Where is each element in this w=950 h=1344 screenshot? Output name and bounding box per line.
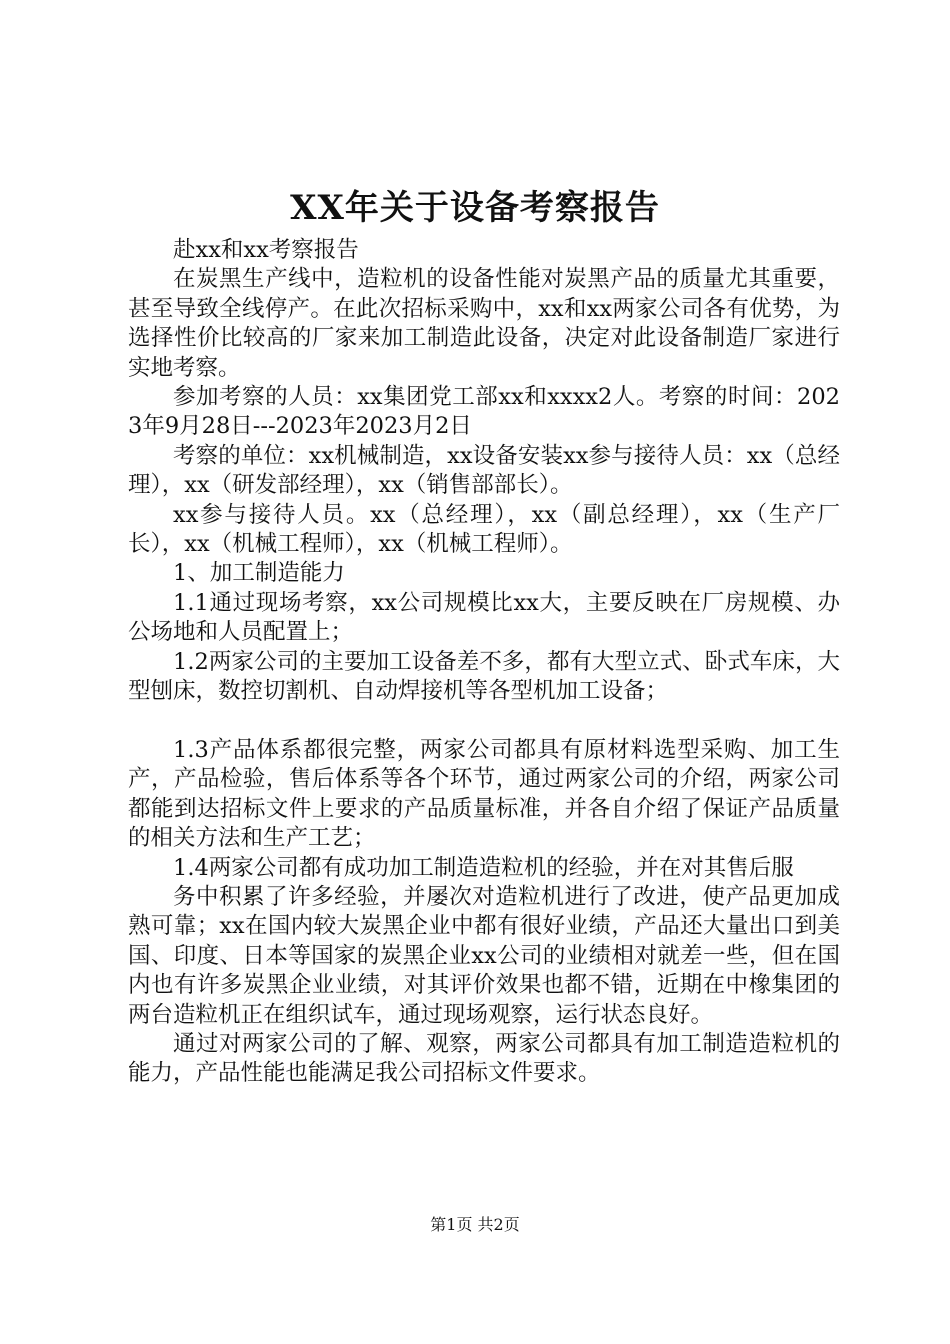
service-experience-paragraph: 务中积累了许多经验，并屡次对造粒机进行了改进，使产品更加成熟可靠；xx在国内较大炭黑企业中都有很好业绩，产品还大量出口到美国、印度、日本等国家的炭黑企业xx公司的业绩相对就差一些，但在国内也有许多炭黑企业业绩，对其评价效果也都不错，近期在中橡集团的两台造粒机正在组织试车，通过现场观察，运行状态良好。 bbox=[128, 883, 840, 1028]
participants-paragraph: 参加考察的人员：xx集团党工部xx和xxxx2人。考察的时间：2023年9月28日---2023年2023月2日 bbox=[128, 384, 840, 440]
reception-staff-paragraph: xx参与接待人员。xx（总经理），xx（副总经理），xx（生产厂长），xx（机械工程师），xx（机械工程师）。 bbox=[128, 501, 840, 558]
report-subtitle: 赴xx和xx考察报告 bbox=[173, 237, 359, 263]
page-number-footer: 第1页 共2页 bbox=[430, 1215, 520, 1234]
document-title: XX年关于设备考察报告 bbox=[290, 188, 660, 228]
blank-line bbox=[128, 707, 840, 736]
item-1-2-paragraph: 1.2两家公司的主要加工设备差不多，都有大型立式、卧式车床，大型刨床，数控切割机、自动焊接机等各型机加工设备； bbox=[128, 648, 840, 705]
item-1-3-paragraph: 1.3产品体系都很完整，两家公司都具有原材料选型采购、加工生产，产品检验，售后体系等各个环节，通过两家公司的介绍，两家公司都能到达招标文件上要求的产品质量标准，并各自介绍了保证产品质量的相关方法和生产工艺； bbox=[128, 736, 840, 852]
item-1-4-paragraph: 1.4两家公司都有成功加工制造造粒机的经验，并在对其售后服 bbox=[173, 854, 794, 881]
visited-units-paragraph: 考察的单位：xx机械制造，xx设备安装xx参与接待人员：xx（总经理），xx（研发部经理），xx（销售部部长）。 bbox=[128, 442, 840, 499]
item-1-1-paragraph: 1.1通过现场考察，xx公司规模比xx大，主要反映在厂房规模、办公场地和人员配置上； bbox=[128, 589, 840, 646]
document-body bbox=[128, 236, 840, 1089]
background-paragraph: 在炭黑生产线中，造粒机的设备性能对炭黑产品的质量尤其重要，甚至导致全线停产。在此次招标采购中，xx和xx两家公司各有优势，为选择性价比较高的厂家来加工制造此设备，决定对此设备制造厂家进行实地考察。 bbox=[128, 266, 840, 381]
section-heading-manufacturing: 1、加工制造能力 bbox=[173, 560, 345, 587]
conclusion-paragraph: 通过对两家公司的了解、观察，两家公司都具有加工制造造粒机的能力，产品性能也能满足我公司招标文件要求。 bbox=[128, 1030, 840, 1087]
